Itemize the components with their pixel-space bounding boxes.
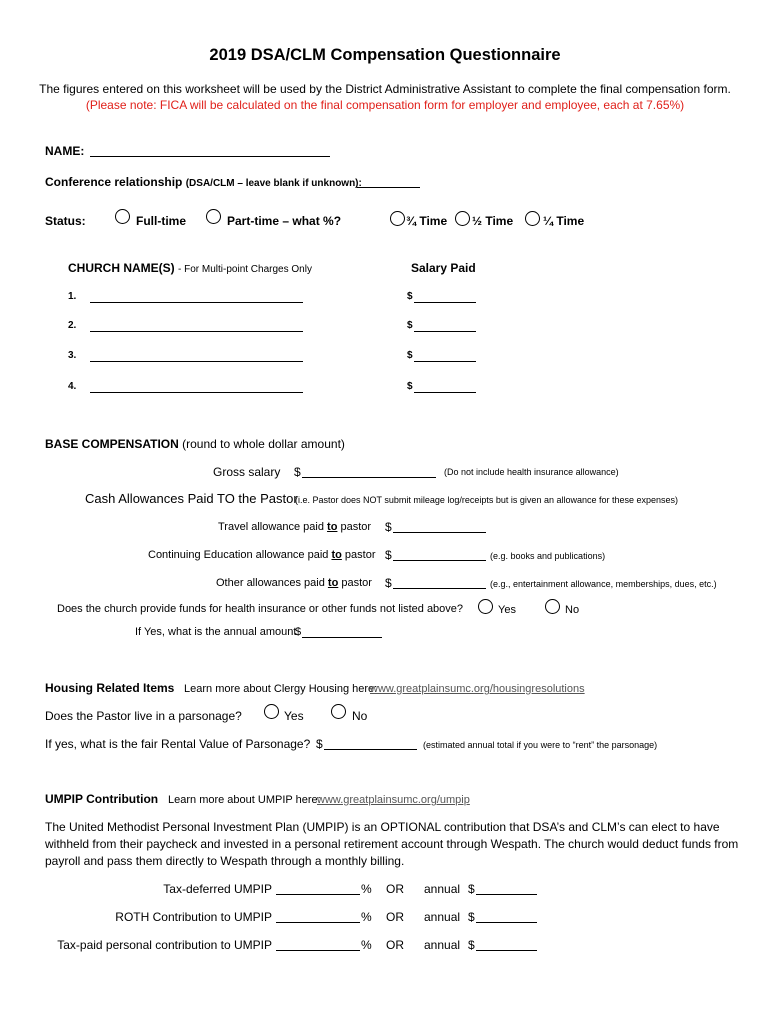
ce-dollar-sign: $ xyxy=(385,548,392,562)
umpip-learn-more: Learn more about UMPIP here: xyxy=(168,794,321,806)
tax-paid-percent-field[interactable] xyxy=(276,950,360,951)
health-no-label: No xyxy=(565,604,580,616)
umpip-row-label: Tax-paid personal contribution to UMPIP xyxy=(57,938,272,952)
umpip-paragraph-line-1: The United Methodist Personal Investment Plan (UMPIP) is an OPTIONAL contribution that DSA’s and CLM’s can elect to have xyxy=(45,820,720,834)
travel-allowance-suffix: pastor xyxy=(337,521,372,533)
salary-field-4[interactable] xyxy=(414,392,476,393)
parsonage-no-label: No xyxy=(352,709,368,723)
salary-header: Salary Paid xyxy=(411,261,476,275)
rental-note: (estimated annual total if you were to “rent” the parsonage) xyxy=(423,740,658,750)
name-field[interactable] xyxy=(90,156,330,157)
church-header-hint: - For Multi-point Charges Only xyxy=(178,264,312,275)
housing-link[interactable]: www.greatplainsumc.org/housingresolutions xyxy=(370,683,585,695)
dollar-sign: $ xyxy=(468,882,475,896)
half-time-radio[interactable] xyxy=(455,211,470,226)
annual-dollar-sign: $ xyxy=(295,626,302,638)
salary-field-2[interactable] xyxy=(414,331,476,332)
gross-dollar-sign: $ xyxy=(294,465,301,479)
fica-note: (Please note: FICA will be calculated on the final compensation form for employer and employee, each at 7.65%) xyxy=(85,98,685,112)
other-allowance-field[interactable] xyxy=(393,588,486,589)
ce-note: (e.g. books and publications) xyxy=(490,551,606,561)
church-name-field-1[interactable] xyxy=(90,302,303,303)
or-label: OR xyxy=(386,938,404,952)
church-row-number: 2. xyxy=(68,320,77,331)
tax-paid-annual-field[interactable] xyxy=(476,950,537,951)
umpip-paragraph-line-2: withheld from their paycheck and invested in a personal retirement account through Wespath. The church would deduct funds from xyxy=(45,837,739,851)
ce-allowance-label xyxy=(148,549,376,561)
church-row-number: 1. xyxy=(68,291,77,302)
quarter-time-label: ¼ Time xyxy=(543,214,585,228)
quarter-time-radio[interactable] xyxy=(525,211,540,226)
salary-dollar-sign: $ xyxy=(407,320,413,331)
full-time-label: Full-time xyxy=(136,214,186,228)
rental-value-field[interactable] xyxy=(324,749,417,750)
conference-label: Conference relationship xyxy=(45,175,183,189)
church-name-field-3[interactable] xyxy=(90,361,303,362)
salary-field-3[interactable] xyxy=(414,361,476,362)
other-dollar-sign: $ xyxy=(385,576,392,590)
other-allowance-label xyxy=(216,577,372,589)
parsonage-no-radio[interactable] xyxy=(331,704,346,719)
base-comp-title: BASE COMPENSATION xyxy=(45,437,179,451)
health-question: Does the church provide funds for health insurance or other funds not listed above? xyxy=(57,603,464,615)
umpip-paragraph-line-3: payroll and pass them directly to Wespath through a monthly billing. xyxy=(45,854,405,868)
annual-amount-field[interactable] xyxy=(302,637,382,638)
health-no-radio[interactable] xyxy=(545,599,560,614)
full-time-radio[interactable] xyxy=(115,209,130,224)
travel-allowance-field[interactable] xyxy=(393,532,486,533)
travel-dollar-sign: $ xyxy=(385,520,392,534)
umpip-row-label: ROTH Contribution to UMPIP xyxy=(115,910,272,924)
gross-salary-field[interactable] xyxy=(302,477,436,478)
rental-dollar-sign: $ xyxy=(316,737,323,751)
church-row-number: 4. xyxy=(68,381,77,392)
health-yes-radio[interactable] xyxy=(478,599,493,614)
travel-allowance-label xyxy=(218,521,371,533)
church-name-field-4[interactable] xyxy=(90,392,303,393)
health-yes-label: Yes xyxy=(498,604,516,616)
salary-dollar-sign: $ xyxy=(407,381,413,392)
salary-dollar-sign: $ xyxy=(407,291,413,302)
conference-hint: (DSA/CLM – leave blank if unknown): xyxy=(185,178,362,189)
housing-header: Housing Related Items xyxy=(45,681,175,695)
conference-field[interactable] xyxy=(357,187,420,188)
parsonage-yes-label: Yes xyxy=(284,709,304,723)
church-name-field-2[interactable] xyxy=(90,331,303,332)
annual-amount-label: If Yes, what is the annual amount xyxy=(135,626,297,638)
salary-field-1[interactable] xyxy=(414,302,476,303)
rental-question: If yes, what is the fair Rental Value of Parsonage? xyxy=(45,737,311,751)
annual-label: annual xyxy=(424,882,461,896)
base-comp-hint: (round to whole dollar amount) xyxy=(182,437,345,451)
travel-allowance-text: Travel allowance paid xyxy=(218,521,328,533)
gross-note: (Do not include health insurance allowance) xyxy=(444,467,619,477)
church-header xyxy=(68,261,312,275)
tax-deferred-annual-field[interactable] xyxy=(476,894,537,895)
parsonage-yes-radio[interactable] xyxy=(264,704,279,719)
three-quarter-time-radio[interactable] xyxy=(390,211,405,226)
roth-annual-field[interactable] xyxy=(476,922,537,923)
base-comp-header xyxy=(45,437,345,451)
other-to-emphasis: to xyxy=(327,577,339,589)
intro-text: The figures entered on this worksheet will be used by the District Administrative Assistant to complete the final compensation form. xyxy=(39,82,731,96)
ce-allowance-text: Continuing Education allowance paid xyxy=(148,549,332,561)
umpip-header: UMPIP Contribution xyxy=(45,792,159,806)
umpip-row-label: Tax-deferred UMPIP xyxy=(163,882,272,896)
annual-label: annual xyxy=(424,910,461,924)
other-allowance-text: Other allowances paid xyxy=(216,577,328,589)
church-header-label: CHURCH NAME(S) xyxy=(68,261,175,275)
cash-allowances-note: (i.e. Pastor does NOT submit mileage log/receipts but is given an allowance for these expenses) xyxy=(295,495,679,505)
travel-to-emphasis: to xyxy=(327,521,338,533)
tax-deferred-percent-field[interactable] xyxy=(276,894,360,895)
name-label: NAME: xyxy=(45,144,85,158)
umpip-link[interactable]: www.greatplainsumc.org/umpip xyxy=(317,794,470,806)
other-allowance-suffix: pastor xyxy=(338,577,372,589)
annual-label: annual xyxy=(424,938,461,952)
dollar-sign: $ xyxy=(468,910,475,924)
dollar-sign: $ xyxy=(468,938,475,952)
church-row-number: 3. xyxy=(68,350,77,361)
half-time-label: ½ Time xyxy=(472,214,514,228)
or-label: OR xyxy=(386,910,404,924)
salary-dollar-sign: $ xyxy=(407,350,413,361)
or-label: OR xyxy=(386,882,404,896)
housing-learn-more: Learn more about Clergy Housing here: xyxy=(184,683,378,695)
percent-sign: % xyxy=(361,910,372,924)
other-note: (e.g., entertainment allowance, memberships, dues, etc.) xyxy=(490,579,717,589)
conference-row xyxy=(45,175,362,189)
parsonage-question: Does the Pastor live in a parsonage? xyxy=(45,709,242,723)
page-title: 2019 DSA/CLM Compensation Questionnaire xyxy=(209,46,561,64)
percent-sign: % xyxy=(361,882,372,896)
cash-allowances-label: Cash Allowances Paid TO the Pastor xyxy=(85,491,298,506)
part-time-label: Part-time – what %? xyxy=(227,214,342,228)
ce-allowance-suffix: pastor xyxy=(341,549,376,561)
ce-allowance-field[interactable] xyxy=(393,560,486,561)
roth-percent-field[interactable] xyxy=(276,922,360,923)
percent-sign: % xyxy=(361,938,372,952)
gross-salary-label: Gross salary xyxy=(213,465,281,479)
part-time-radio[interactable] xyxy=(206,209,221,224)
ce-to-emphasis: to xyxy=(331,549,342,561)
status-label: Status: xyxy=(45,214,86,228)
three-quarter-time-label: ¾ Time xyxy=(406,214,448,228)
